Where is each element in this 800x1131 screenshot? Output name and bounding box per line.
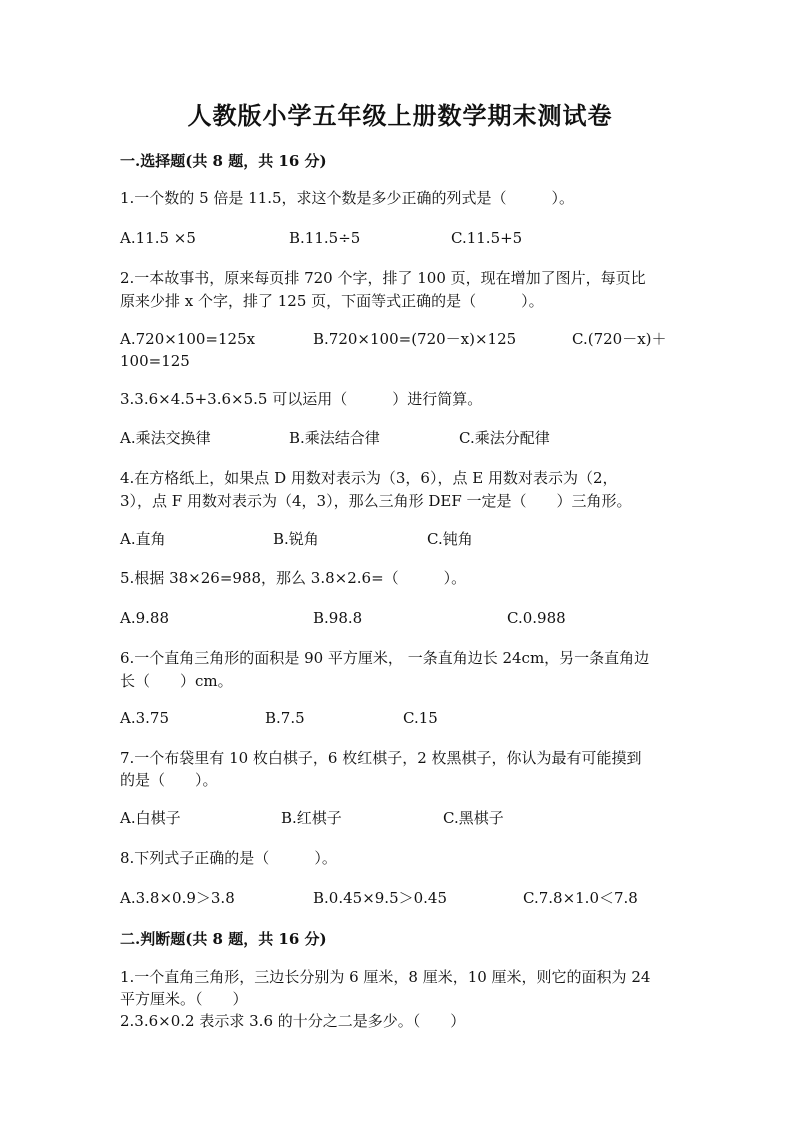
question-3-option-c[interactable]: C.乘法分配律: [459, 429, 550, 447]
question-5-option-c[interactable]: C.0.988: [507, 609, 566, 627]
question-8-text: 8.下列式子正确的是（ ）。: [120, 849, 337, 867]
question-5-text: 5.根据 38×26=988，那么 3.8×2.6=（ ）。: [120, 569, 467, 587]
question-2-option-b[interactable]: B.720×100=(720－x)×125: [313, 330, 517, 348]
section-heading-true-false: 二.判断题(共 8 题，共 16 分): [120, 930, 327, 948]
question-1-option-c[interactable]: C.11.5+5: [451, 229, 523, 247]
question-5-option-b[interactable]: B.98.8: [313, 609, 363, 627]
question-6-option-c[interactable]: C.15: [403, 709, 438, 727]
question-5-option-a[interactable]: A.9.88: [120, 609, 169, 627]
section-heading-choice: 一.选择题(共 8 题，共 16 分): [120, 152, 327, 170]
question-4-text-line2: 3），点 F 用数对表示为（4，3），那么三角形 DEF 一定是（ ）三角形。: [120, 492, 632, 510]
question-6-text-line1: 6.一个直角三角形的面积是 90 平方厘米， 一条直角边长 24cm，另一条直角边: [120, 649, 650, 667]
question-6-option-a[interactable]: A.3.75: [120, 709, 169, 727]
judge-2-text: 2.3.6×0.2 表示求 3.6 的十分之二是多少。（ ）: [120, 1012, 466, 1030]
page-title: 人教版小学五年级上册数学期末测试卷: [187, 101, 613, 130]
question-4-option-b[interactable]: B.锐角: [273, 530, 319, 548]
question-8-option-c[interactable]: C.7.8×1.0＜7.8: [523, 889, 638, 907]
question-3-text: 3.3.6×4.5+3.6×5.5 可以运用（ ）进行简算。: [120, 390, 483, 408]
question-7-text-line1: 7.一个布袋里有 10 枚白棋子，6 枚红棋子，2 枚黑棋子，你认为最有可能摸到: [120, 749, 642, 767]
question-6-option-b[interactable]: B.7.5: [265, 709, 305, 727]
question-8-option-a[interactable]: A.3.8×0.9＞3.8: [120, 889, 235, 907]
judge-1-text-line2: 平方厘米。（ ）: [120, 990, 248, 1008]
question-6-text-line2: 长（ ）cm。: [120, 672, 233, 690]
question-7-option-a[interactable]: A.白棋子: [120, 809, 181, 827]
question-2-text-line2: 原来少排 x 个字，排了 125 页，下面等式正确的是（ ）。: [120, 292, 544, 310]
question-7-option-c[interactable]: C.黑棋子: [443, 809, 504, 827]
question-3-option-b[interactable]: B.乘法结合律: [289, 429, 380, 447]
question-4-option-a[interactable]: A.直角: [120, 530, 166, 548]
question-4-option-c[interactable]: C.钝角: [427, 530, 473, 548]
question-2-option-a[interactable]: A.720×100=125x: [120, 330, 256, 348]
question-2-option-c-continued: 100=125: [120, 352, 190, 370]
question-4-text-line1: 4.在方格纸上，如果点 D 用数对表示为（3，6），点 E 用数对表示为（2，: [120, 469, 618, 487]
judge-1-text-line1: 1.一个直角三角形，三边长分别为 6 厘米，8 厘米，10 厘米，则它的面积为 24: [120, 968, 651, 986]
question-2-text-line1: 2.一本故事书，原来每页排 720 个字，排了 100 页，现在增加了图片，每页比: [120, 269, 646, 287]
question-1-option-a[interactable]: A.11.5 ×5: [120, 229, 196, 247]
question-8-option-b[interactable]: B.0.45×9.5＞0.45: [313, 889, 448, 907]
question-2-option-c[interactable]: C.(720－x)＋: [572, 330, 667, 348]
question-7-text-line2: 的是（ ）。: [120, 771, 218, 789]
question-7-option-b[interactable]: B.红棋子: [281, 809, 342, 827]
question-3-option-a[interactable]: A.乘法交换律: [120, 429, 211, 447]
question-1-option-b[interactable]: B.11.5÷5: [289, 229, 361, 247]
question-1-text: 1.一个数的 5 倍是 11.5，求这个数是多少正确的列式是（ ）。: [120, 189, 575, 207]
